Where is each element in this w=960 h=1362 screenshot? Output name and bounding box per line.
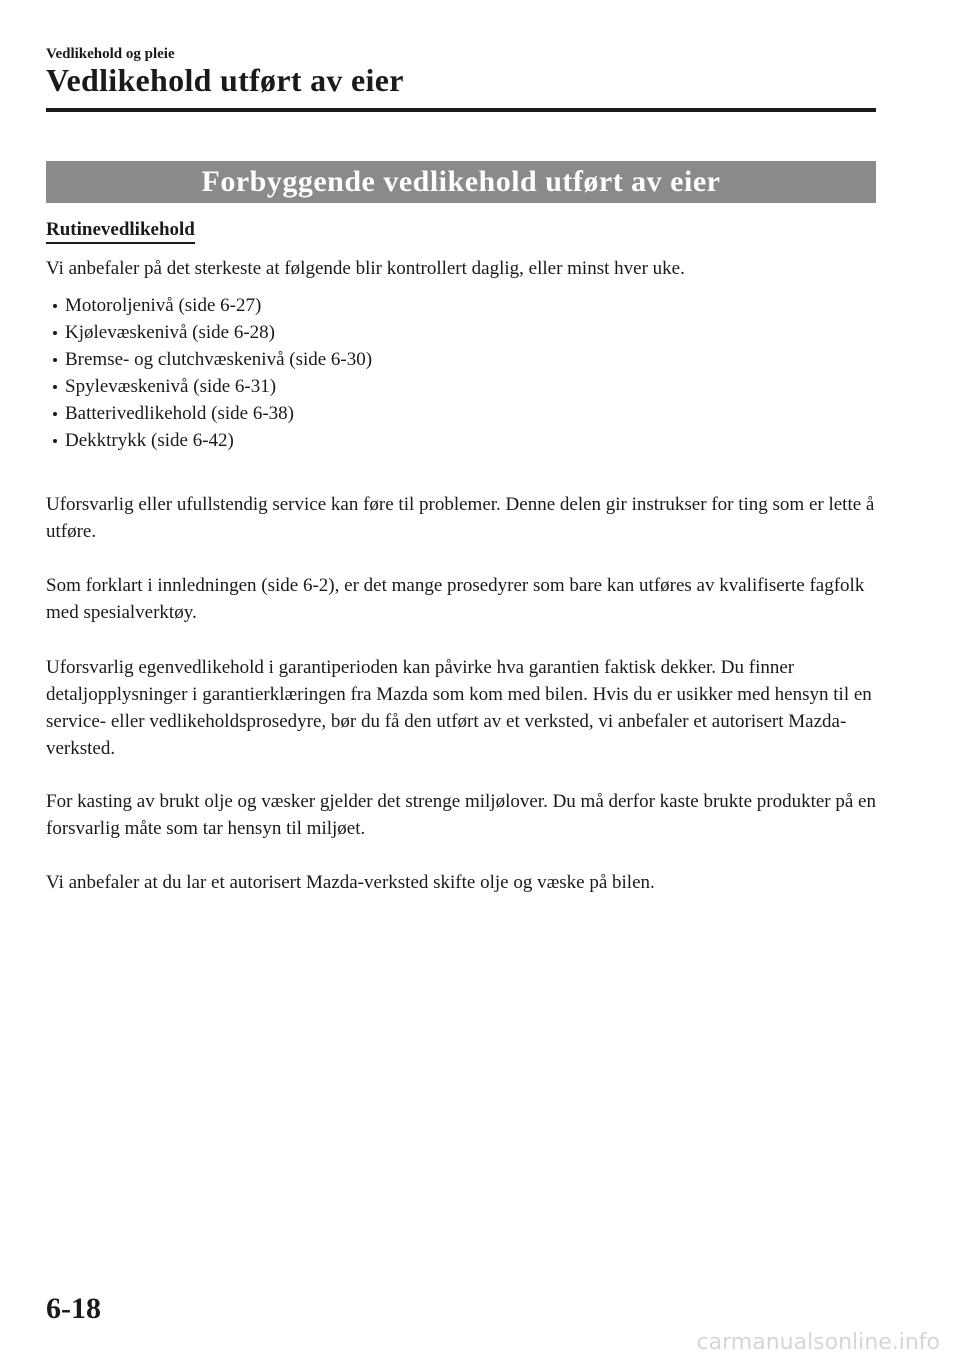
list-item-label: Batterivedlikehold (side 6-38)	[65, 403, 294, 424]
list-item	[46, 400, 876, 427]
bullet-icon	[53, 412, 57, 416]
page-number: 6-18	[46, 1292, 101, 1325]
paragraph-service: Uforsvarlig eller ufullstendig service kan føre til problemer. Denne delen gir instrukser for ting som er lette å utføre.	[46, 494, 875, 542]
intro-paragraph: Vi anbefaler på det sterkeste at følgende blir kontrollert daglig, eller minst hver uke.	[46, 258, 685, 279]
paragraph-warranty: Uforsvarlig egenvedlikehold i garantiperioden kan påvirke hva garantien faktisk dekker. Du finner detaljopplysninger i garantierklæringen fra Mazda som kom med bilen. Hvis du er usikker med hensyn til en service- eller vedlikeholdsprosedyre, bør du få den utført av et verksted, vi anbefaler et autorisert Mazda-verksted.	[46, 657, 872, 759]
paragraph-procedures: Som forklart i innledningen (side 6-2), er det mange prosedyrer som bare kan utføres av kvalifiserte fagfolk med spesialverktøy.	[46, 575, 865, 623]
section-banner: Forbyggende vedlikehold utført av eier	[46, 161, 876, 203]
bullet-icon	[53, 439, 57, 443]
list-item-label: Bremse- og clutchvæskenivå (side 6-30)	[65, 349, 373, 370]
list-item	[46, 373, 876, 400]
paragraph-recommendation: Vi anbefaler at du lar et autorisert Mazda-verksted skifte olje og væske på bilen.	[46, 872, 655, 893]
bullet-icon	[53, 358, 57, 362]
list-item-label: Kjølevæskenivå (side 6-28)	[65, 322, 276, 343]
list-item-label: Spylevæskenivå (side 6-31)	[65, 376, 277, 397]
list-item-label: Dekktrykk (side 6-42)	[65, 430, 234, 451]
paragraph-environment: For kasting av brukt olje og væsker gjelder det strenge miljølover. Du må derfor kaste brukte produkter på en forsvarlig måte som tar hensyn til miljøet.	[46, 791, 876, 839]
bullet-icon	[53, 385, 57, 389]
running-head: Vedlikehold og pleie	[46, 46, 175, 62]
list-item	[46, 346, 876, 373]
checklist	[46, 292, 876, 454]
list-item-label: Motoroljenivå (side 6-27)	[65, 295, 262, 316]
list-item	[46, 319, 876, 346]
chapter-title: Vedlikehold utført av eier	[46, 62, 404, 98]
subheading: Rutinevedlikehold	[46, 219, 195, 244]
bullet-icon	[53, 304, 57, 308]
watermark: carmanualsonline.info	[696, 1330, 940, 1355]
list-item	[46, 292, 876, 319]
list-item	[46, 427, 876, 454]
bullet-icon	[53, 331, 57, 335]
chapter-rule	[46, 108, 876, 112]
